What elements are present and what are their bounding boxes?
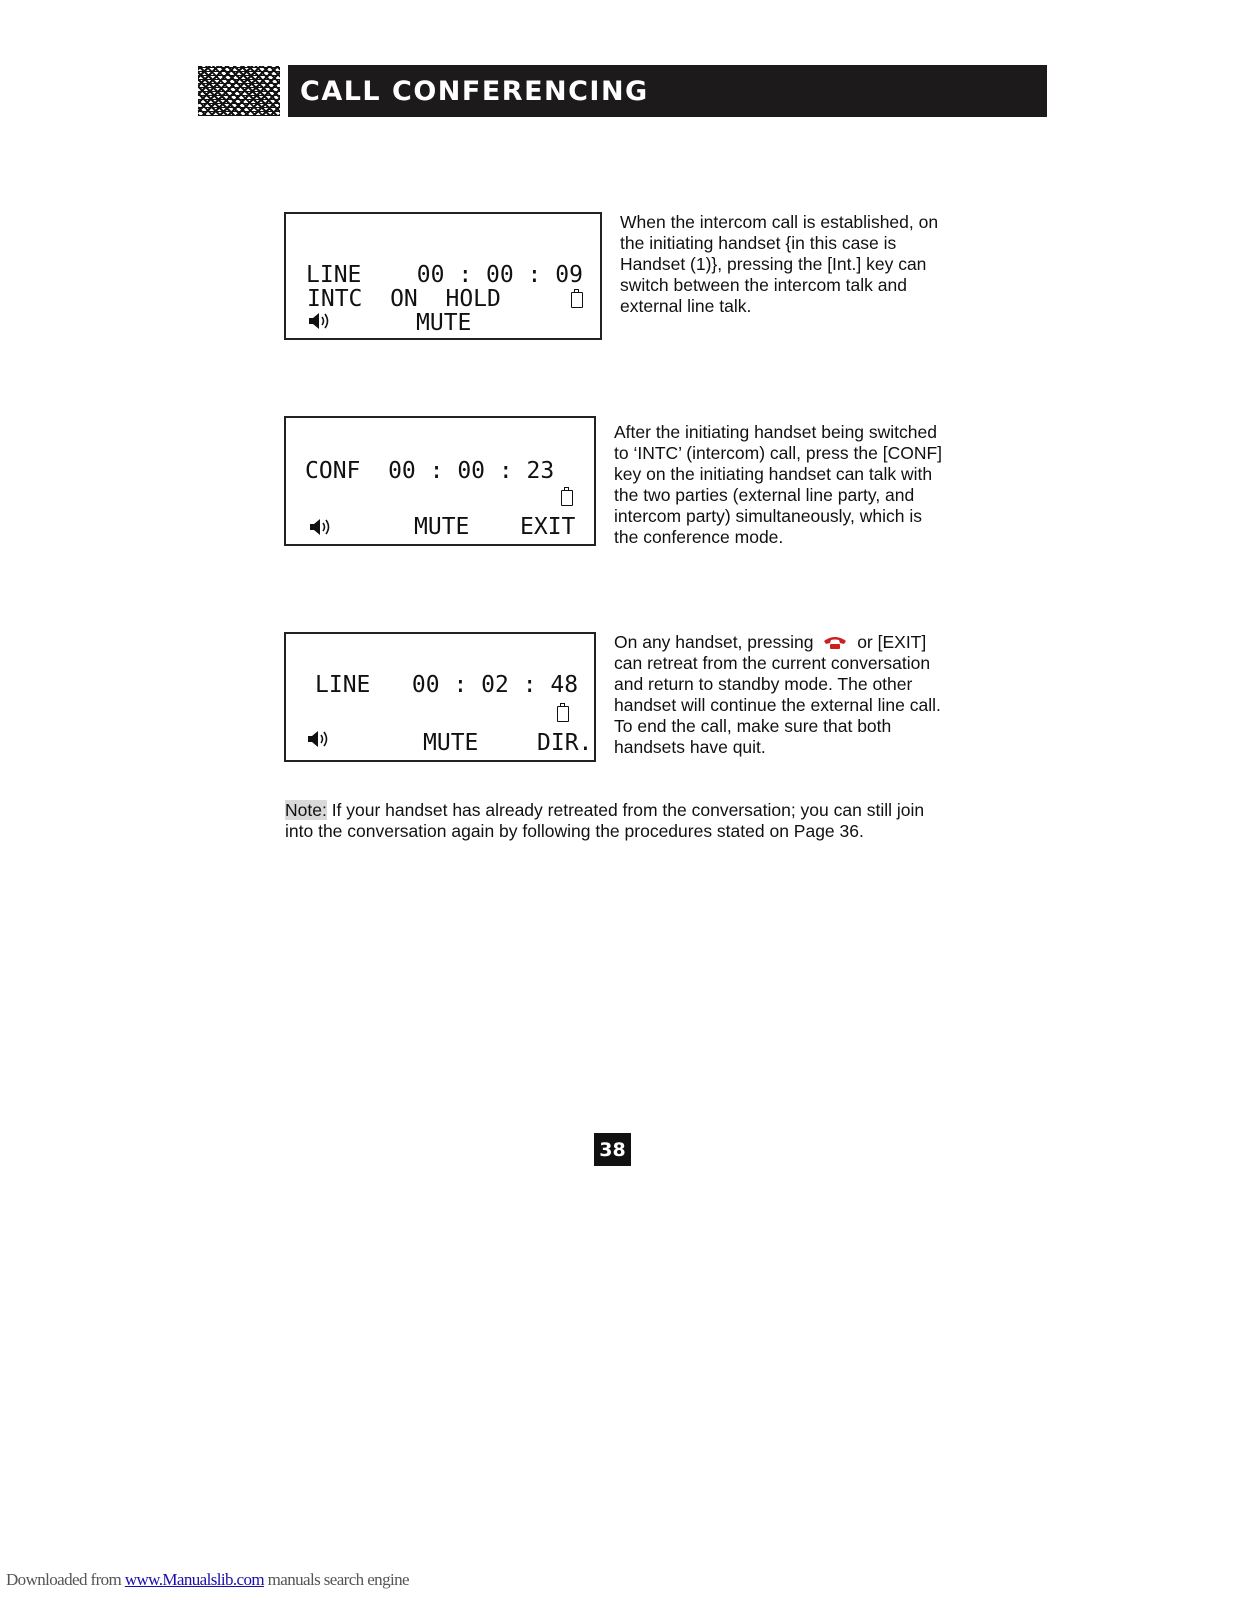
text-line: To end the call, make sure that both [614, 716, 892, 736]
text-line: When the intercom call is established, on [620, 212, 939, 232]
lcd-line-status: INTC ON HOLD [307, 286, 501, 312]
lcd-softkey-mute: MUTE [414, 514, 470, 540]
lcd-screen-intercom [284, 212, 602, 340]
page-title: CALL CONFERENCING [300, 75, 649, 107]
text-line: After the initiating handset being switched [614, 422, 937, 442]
text-line: Note: If your handset has already retreated from the conversation; you can still join [285, 800, 925, 820]
text-line: the initiating handset {in this case is [620, 233, 897, 253]
lcd-softkey-mute: MUTE [423, 730, 479, 756]
lcd-line-timer: CONF 00 : 00 : 23 [305, 458, 555, 484]
text-line: to ‘INTC’ (intercom) call, press the [CONF] [614, 443, 943, 463]
lcd-line-timer: LINE 00 : 02 : 48 [315, 672, 579, 698]
text-line: handset will continue the external line call. [614, 695, 941, 715]
text-line: external line talk. [620, 296, 752, 316]
manualslib-link[interactable]: www.Manualslib.com [124, 1570, 265, 1589]
speaker-icon [308, 516, 332, 538]
text-line: can retreat from the current conversation [614, 653, 931, 673]
text-line: switch between the intercom talk and [620, 275, 907, 295]
end-call-phone-icon [822, 634, 848, 650]
note-paragraph [285, 800, 965, 842]
lcd-line-timer: LINE 00 : 00 : 09 [306, 262, 583, 288]
description-intercom [620, 212, 938, 317]
lcd-screen-line [284, 632, 596, 762]
text-line: Handset (1)}, pressing the [Int.] key can [620, 254, 927, 274]
footer-download-credit: Downloaded from www.Manualslib.com manuals search engine [6, 1570, 409, 1589]
battery-icon [557, 706, 569, 722]
text-line: the two parties (external line party, and [614, 485, 915, 505]
lcd-screen-conference [284, 416, 596, 546]
page-number: 38 [594, 1133, 631, 1166]
section-header [288, 65, 1047, 117]
speaker-icon [306, 728, 330, 750]
header-pattern-decoration [198, 66, 280, 116]
text-line: On any handset, pressing or [EXIT] [614, 632, 927, 652]
text-line: key on the initiating handset can talk with [614, 464, 933, 484]
lcd-softkey-exit: EXIT [520, 514, 576, 540]
description-exit [614, 632, 941, 758]
lcd-softkey-dir: DIR. [537, 730, 593, 756]
lcd-softkey-mute: MUTE [416, 310, 472, 336]
speaker-icon [307, 310, 331, 332]
description-conference [614, 422, 942, 548]
battery-icon [571, 292, 583, 308]
text-line: and return to standby mode. The other [614, 674, 913, 694]
text-line: intercom party) simultaneously, which is [614, 506, 922, 526]
note-label: Note: [285, 800, 327, 820]
text-line: the conference mode. [614, 527, 784, 547]
battery-icon [561, 490, 573, 506]
text-line: into the conversation again by following the procedures stated on Page 36. [285, 821, 864, 841]
text-line: handsets have quit. [614, 737, 766, 757]
